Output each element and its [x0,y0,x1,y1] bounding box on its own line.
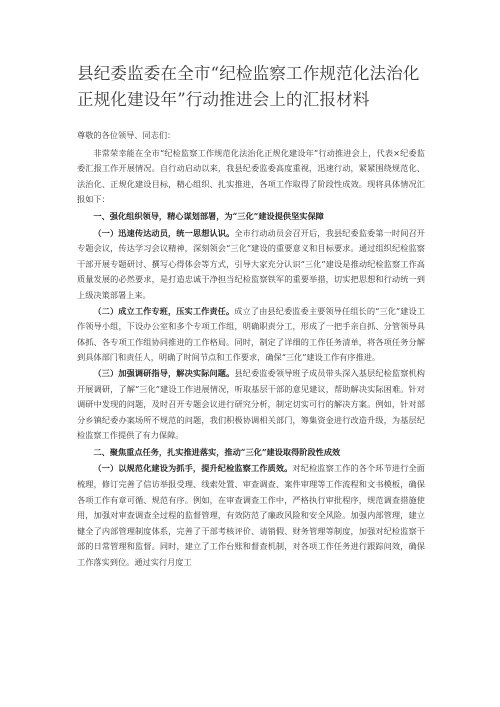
paragraph-text: 全市行动动员会召开后，我县纪委监委第一时间召开专题会议，传达学习会议精神，深刻领会“三化”建设的重要意义和目标要求。通过组织纪检监察干部开展专题研讨、撰写心得体会等方式，引导大家充分认识“三化”建设是推动纪检监察工作高质量发展的必然要求，是打造忠诚干净担当纪检监察铁军的重要举措，切实把思想和行动统一到上级决策部署上来。 [77,227,425,300]
section-1-item-2 [77,304,425,366]
paragraph-text: 对纪检监察工作的各个环节进行全面梳理，修订完善了信访举报受理、线索处置、审查调查、案件审理等工作流程和文书模板，确保各项工作有章可循、规范有序。例如，在审查调查工作中，严格执行审批程序，规范调查措施使用，加强对审查调查全过程的监督管理，有效防范了廉政风险和安全风险。加强内部管理，建立健全了内部管理制度体系，完善了干部考核评价、请销假、财务管理等制度，加强对纪检监察干部的日常管理和监督。同时，建立了工作台账和督查机制，对各项工作任务进行跟踪问效，确保工作落实到位。通过实行月度工 [77,463,425,568]
paragraph-text: 成立了由县纪委监委主要领导任组长的“三化”建设工作领导小组，下设办公室和多个专项工作组，明确职责分工，形成了一把手亲自抓、分管领导具体抓、各专项工作组协同推进的工作格局。同时，制定了详细的工作任务清单，将各项任务分解到具体部门和责任人，明确了时间节点和工作要求，确保“三化”建设工作有序推进。 [77,305,425,363]
section-1-item-1 [77,226,425,304]
section-1-heading: 一、强化组织领导，精心谋划部署，为“三化”建设提供坚实保障 [93,210,324,221]
section-2-item-1 [77,461,425,570]
section-1-item-3 [77,366,425,444]
section-2-heading: 二、聚焦重点任务，扎实推进落实，推动“三化”建设取得阶段性成效 [93,446,341,457]
subheading: （一）以规范化建设为抓手，提升纪检监察工作质效。 [93,463,293,474]
subheading: （一）迅速传达动员，统一思想认识。 [93,227,235,238]
document-title: 县纪委监委在全市“纪检监察工作规范化法治化正规化建设年”行动推进会上的汇报材料 [77,64,420,109]
intro-paragraph: 非常荣幸能在全市“纪检监察工作规范化法治化正规化建设年”行动推进会上，代表×纪委监委汇报工作开展情况。自行动启动以来，我县纪委监委高度重视，迅速行动，紧紧围绕规范化、法治化、正规化建设目标，精心组织、扎实推进，各项工作取得了阶段性成效。现将具体情况汇报如下： [77,147,425,205]
document-body [77,128,425,571]
subheading: （三）加强调研指导，解决实际问题。 [93,367,235,378]
paragraph-text: 县纪委监委领导班子成员带头深入基层纪检监察机构开展调研，了解“三化”建设工作进展情况，听取基层干部的意见建议，帮助解决实际困难。针对调研中发现的问题，及时召开专题会议进行研究分析，制定切实可行的解决方案。例如，针对部分乡镇纪委办案场所不规范的问题，我们积极协调相关部门，筹集资金进行改造升级，为基层纪检监察工作提供了有力保障。 [77,367,425,441]
subheading: （二）成立工作专班，压实工作责任。 [93,305,235,316]
greeting: 尊敬的各位领导、同志们： [77,130,176,140]
